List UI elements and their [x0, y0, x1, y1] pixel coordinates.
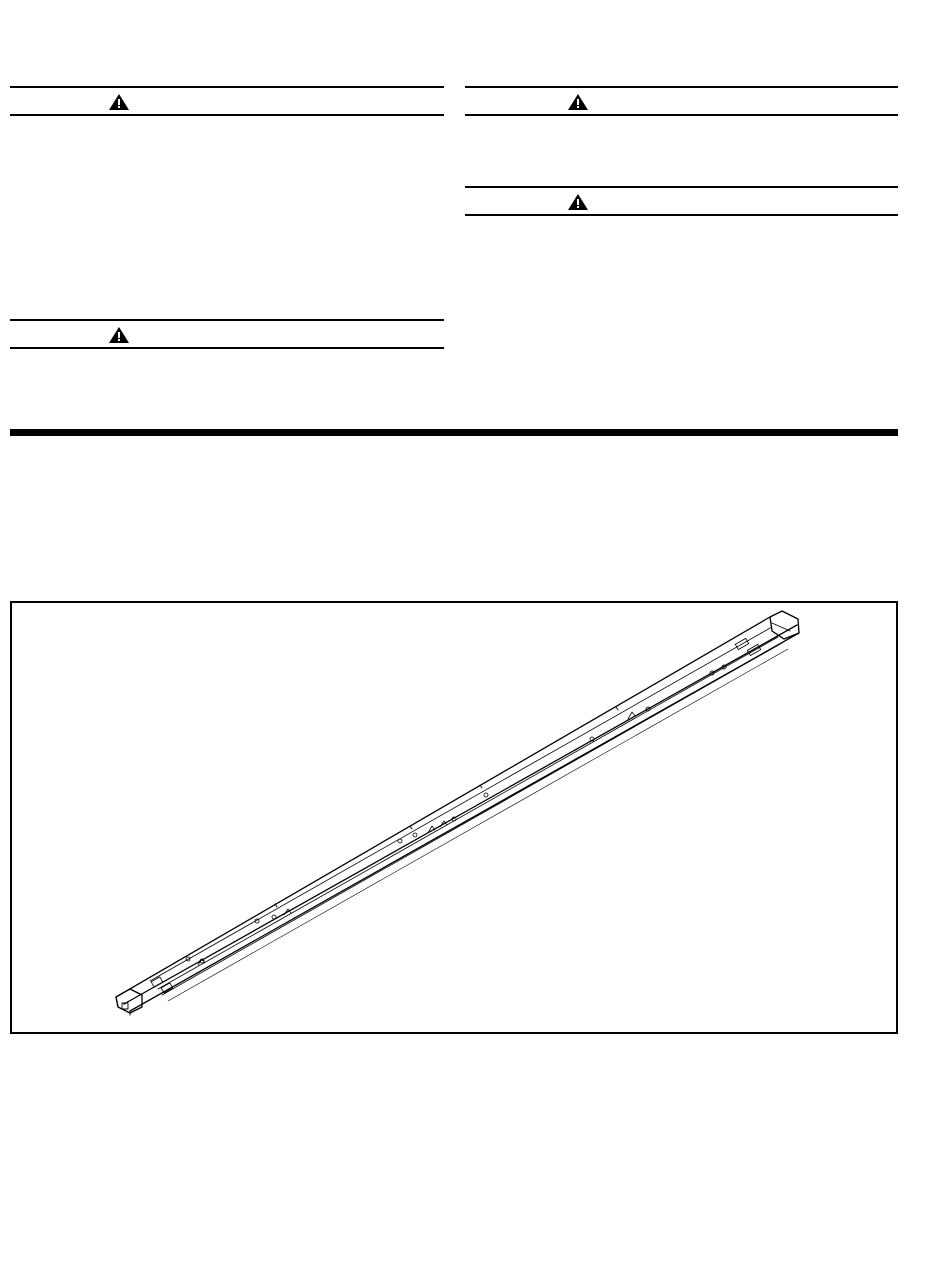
warning-header-2 [465, 86, 898, 116]
rail-assembly-illustration [12, 603, 896, 1032]
warning-triangle-icon [108, 93, 130, 111]
section-divider [10, 429, 898, 436]
warning-triangle-icon [567, 193, 589, 211]
warning-triangle-icon [567, 93, 589, 111]
warning-header-4 [10, 319, 444, 349]
warning-header-3 [465, 186, 898, 216]
warning-header-1 [10, 86, 444, 116]
figure-frame [10, 601, 898, 1034]
warning-triangle-icon [108, 326, 130, 344]
